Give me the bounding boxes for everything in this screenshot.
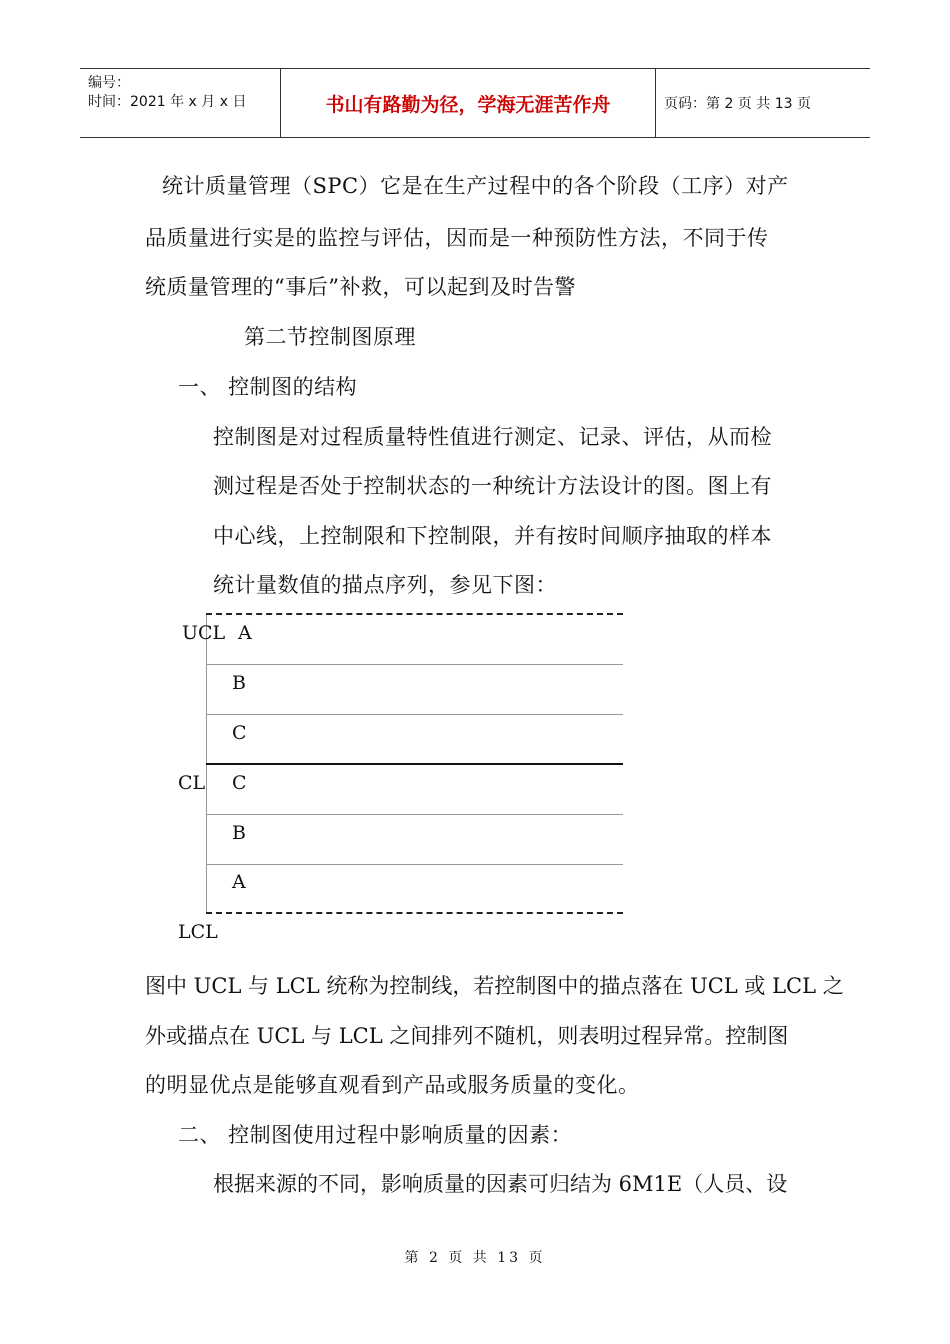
number-label: 编号： <box>88 75 130 91</box>
heading-2: 二、 控制图使用过程中影响质量的因素： <box>178 1123 573 1147</box>
para1-line-4: 统计量数值的描点序列，参见下图： <box>213 573 557 597</box>
heading-1: 一、 控制图的结构 <box>178 375 358 399</box>
page-footer: 第 2 页 共 13 页 <box>404 1250 546 1266</box>
page-header <box>80 68 870 138</box>
para2-line-3: 的明显优点是能够直观看到产品或服务质量的变化。 <box>145 1073 640 1097</box>
para1-line-2: 测过程是否处于控制状态的一种统计方法设计的图。图上有 <box>213 474 772 498</box>
zone-line-bc-lower <box>206 814 623 815</box>
header-meta <box>80 69 280 137</box>
zone-label-lower-b: B <box>232 822 246 844</box>
zone-label-lower-c: C <box>232 772 247 794</box>
section-title: 第二节控制图原理 <box>244 325 416 349</box>
zone-label-upper-c: C <box>232 722 247 744</box>
header-motto <box>280 69 656 137</box>
lcl-line <box>206 912 623 914</box>
para3-line-1: 根据来源的不同，影响质量的因素可归结为 6M1E（人员、设 <box>213 1172 788 1196</box>
para2-line-2: 外或描点在 UCL 与 LCL 之间排列不随机，则表明过程异常。控制图 <box>145 1024 789 1048</box>
page-info: 页码：第 2 页 共 13 页 <box>664 96 811 112</box>
zone-line-bc-upper <box>206 714 623 715</box>
cl-line <box>206 763 623 765</box>
para1-line-1: 控制图是对过程质量特性值进行测定、记录、评估，从而检 <box>213 425 772 449</box>
ucl-line <box>206 613 623 615</box>
ucl-label: UCL <box>182 622 226 644</box>
zone-label-upper-a: A <box>238 622 252 644</box>
cl-label: CL <box>178 772 206 794</box>
zone-line-ab-lower <box>206 864 623 865</box>
lcl-label: LCL <box>178 921 218 943</box>
time-label: 时间：2021 年 x 月 x 日 <box>88 94 247 110</box>
para2-line-1: 图中 UCL 与 LCL 统称为控制线，若控制图中的描点落在 UCL 或 LCL 之 <box>145 974 844 998</box>
intro-line-3: 统质量管理的“事后”补救，可以起到及时告警 <box>145 275 576 299</box>
zone-label-lower-a: A <box>232 871 246 893</box>
intro-line-2: 品质量进行实是的监控与评估，因而是一种预防性方法，不同于传 <box>145 226 769 250</box>
zone-line-ab-upper <box>206 664 623 665</box>
para1-line-3: 中心线，上控制限和下控制限，并有按时间顺序抽取的样本 <box>213 524 772 548</box>
motto-text: 书山有路勤为径，学海无涯苦作舟 <box>325 93 611 116</box>
zone-label-upper-b: B <box>232 672 246 694</box>
intro-line-1: 统计质量管理（SPC）它是在生产过程中的各个阶段（工序）对产 <box>162 174 789 198</box>
